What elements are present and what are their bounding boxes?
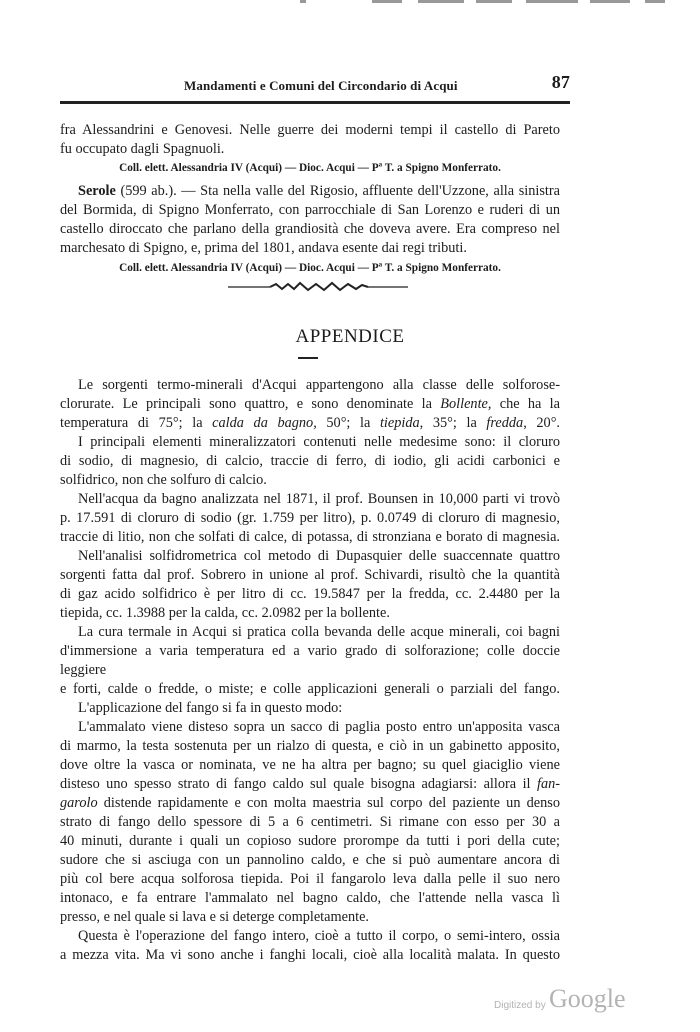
text-line: strato di fango dello spessore di 5 a 6 centimetri. Si rimane con esso per 30 a [60,814,560,830]
scan-edge-marks [300,0,670,6]
text-line: Serole (599 ab.). — Sta nella valle del Rigosio, affluente dell'Uzzone, alla sinistra [78,183,560,199]
text-line: sorgenti fatta dal prof. Sobrero in unione al prof. Schivardi, risultò che la quantità [60,567,560,583]
appendix-body [60,376,560,965]
place-name: Serole [78,183,116,199]
electoral-info-line: Coll. elett. Alessandria IV (Acqui) — Dioc. Acqui — Pª T. a Spigno Monferrato. [119,262,501,274]
text-line: 40 minuti, durante i quali un copioso sudore prorompe da tutti i pori della cute; [60,833,560,849]
serole-paragraph [60,182,560,258]
text-line: presso, e nel quale si lava e si deterge completamente. [60,909,369,925]
watermark-logo-text: Google [549,984,626,1013]
text-line: p. 17.591 di cloruro di sodio (gr. 1.759 per litro), p. 0.0749 di cloruro di magnesio, [60,510,560,526]
text-line: Nell'analisi solfidrometrica col metodo di Dupasquier delle suaccennate quattro [78,548,560,564]
text-line: Le sorgenti termo-minerali d'Acqui appartengono alla classe delle solforose- [78,377,560,393]
text-line: L'ammalato viene disteso sopra un sacco di paglia posto entro un'apposita vasca [78,719,560,735]
text-line: solfidrico, non che solfuro di calcio. [60,472,267,488]
text-line: traccie di litio, non che solfati di calce, di potassa, di stronziana e borato di magnesia. [60,529,560,545]
text-line: del Bormida, di Spigno Monferrato, con parrocchiale di San Lorenzo e ruderi di un [60,202,560,218]
text-line: di marmo, la testa sostenuta per un rialzo di questa, e ciò in un gabinetto apposito, [60,738,560,754]
text-line: fu occupato dagli Spagnuoli. [60,141,225,157]
text-line: I principali elementi mineralizzatori contenuti nelle medesime sono: il cloruro [78,434,560,450]
text-line: più col bere acqua solforosa tiepida. Poi il fangarolo leva dalla pelle il suo nero [60,871,560,887]
page-number: 87 [551,72,570,92]
pareto-paragraph [60,121,560,159]
text-line: marchesato di Spigno, e, prima del 1801, andava esente dai regi tributi. [60,240,467,256]
text-line: di sodio, di magnesio, di calcio, traccie di ferro, di iodio, gli acidi carbonici e [60,453,560,469]
text-line: La cura termale in Acqui si pratica colla bevanda delle acque minerali, coi bagni [78,624,560,640]
text-line: Questa è l'operazione del fango intero, cioè a tutto il corpo, o semi-intero, ossia [78,928,560,944]
text-line: castello diroccato che parlano della grandiosità che doveva avere. Era compreso nel [60,221,560,237]
text-line: sudore che si asciuga con un pannolino caldo, e che si può aumentare ancora di [60,852,560,868]
text-line: di gaz acido solfidrico è per litro di cc. 19.5847 per la fredda, cc. 2.4480 per la [60,586,560,602]
digitized-watermark [494,984,644,1024]
ornament-divider [228,281,408,293]
text-line: d'immersione a varia temperatura ed a vario grado di solforazione; colle doccie leggiere [60,643,560,678]
header-rule [60,101,570,104]
section-title: APPENDICE [295,326,405,347]
text-line: fra Alessandrini e Genovesi. Nelle guerre dei moderni tempi il castello di Pareto [60,122,560,138]
text-line: dove oltre la vasca or nominata, ve ne ha altra per bagno; su quel giaciglio viene [60,757,560,773]
text-line: a mezza vita. Ma vi sono anche i fanghi locali, cioè alla località malata. In questo [60,947,560,963]
text-line: L'applicazione del fango si fa in questo modo: [78,700,343,716]
text-line: e forti, calde o fredde, o miste; e colle applicazioni generali o parziali del fango. [60,681,560,697]
electoral-info-line: Coll. elett. Alessandria IV (Acqui) — Dioc. Acqui — Pª T. a Spigno Monferrato. [119,162,501,174]
running-title: Mandamenti e Comuni del Circondario di Acqui [184,78,458,93]
text-line: Nell'acqua da bagno analizzata nel 1871, il prof. Bounsen in 10,000 parti vi trovò [78,491,560,507]
text-line: disteso uno spesso strato di fango caldo sul quale bisogna adagiarsi: allora il fan- [60,776,560,792]
text-line: temperatura di 75°; la calda da bagno, 50°; la tiepida, 35°; la fredda, 20°. [60,415,560,431]
text-line: garolo distende rapidamente e con molta maestria sul corpo del paziente un denso [60,795,560,811]
text-line: clorurate. Le principali sono quattro, e sono denominate la Bollente, che ha la [60,396,560,412]
watermark-small-text: Digitized by [494,1000,546,1011]
title-underline [298,357,318,359]
text-line: intonaco, e fa entrare l'ammalato nel bagno caldo, che l'attende nella vasca lì [60,890,560,906]
text-line: tiepida, cc. 1.3988 per la calda, cc. 2.0982 per la bollente. [60,605,390,621]
